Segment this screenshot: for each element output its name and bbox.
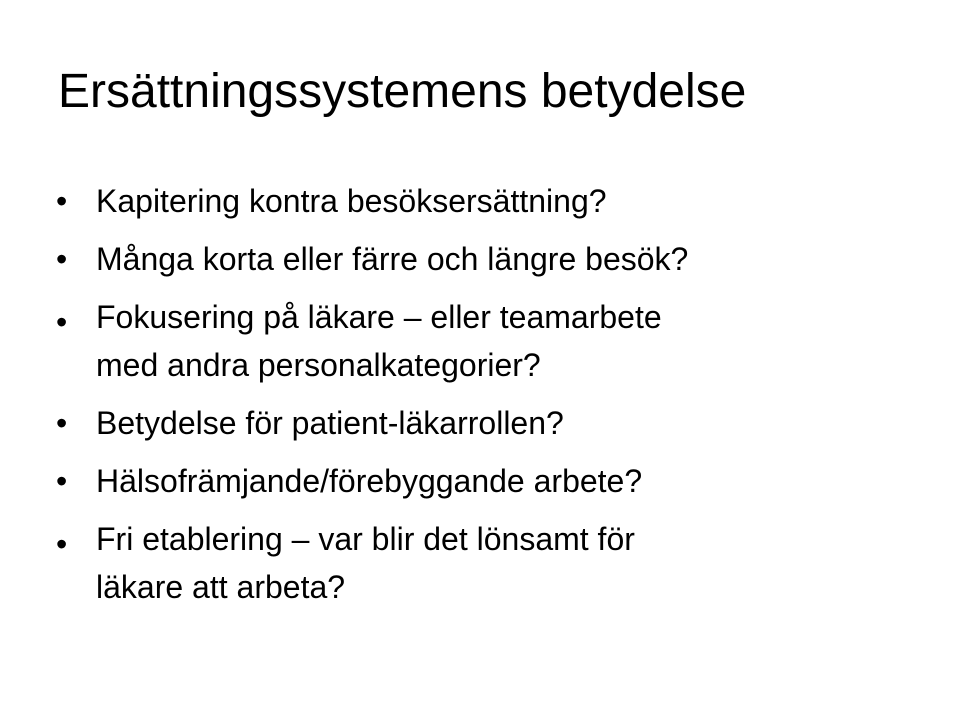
bullet-text: Många korta eller färre och längre besök? bbox=[96, 241, 689, 277]
bullet-text-line: Fri etablering – var blir det lönsamt för bbox=[96, 521, 635, 557]
bullet-marker-icon: • bbox=[56, 463, 68, 499]
bullet-text-line: med andra personalkategorier? bbox=[96, 347, 541, 383]
bullet-text-line: Fokusering på läkare – eller teamarbete bbox=[96, 299, 662, 335]
bullet-item-free-establishment bbox=[56, 510, 916, 616]
bullet-marker-icon: • bbox=[56, 241, 68, 277]
bullet-marker-icon: • bbox=[56, 304, 68, 340]
bullet-text: Betydelse för patient-läkarrollen? bbox=[96, 405, 564, 441]
bullet-list bbox=[56, 172, 916, 616]
bullet-marker-icon: • bbox=[56, 526, 68, 562]
bullet-item-visits bbox=[56, 230, 916, 288]
bullet-marker-icon: • bbox=[56, 405, 68, 441]
bullet-text bbox=[96, 510, 916, 616]
bullet-item-patient-role bbox=[56, 394, 916, 452]
slide-title: Ersättningssystemens betydelse bbox=[58, 65, 747, 118]
bullet-text: Kapitering kontra besöksersättning? bbox=[96, 183, 607, 219]
bullet-text bbox=[96, 288, 916, 394]
bullet-item-health-promotion bbox=[56, 452, 916, 510]
bullet-item-capitation bbox=[56, 172, 916, 230]
bullet-item-teamwork bbox=[56, 288, 916, 394]
bullet-text-line: läkare att arbeta? bbox=[96, 569, 346, 605]
bullet-marker-icon: • bbox=[56, 183, 68, 219]
bullet-text: Hälsofrämjande/förebyggande arbete? bbox=[96, 463, 643, 499]
